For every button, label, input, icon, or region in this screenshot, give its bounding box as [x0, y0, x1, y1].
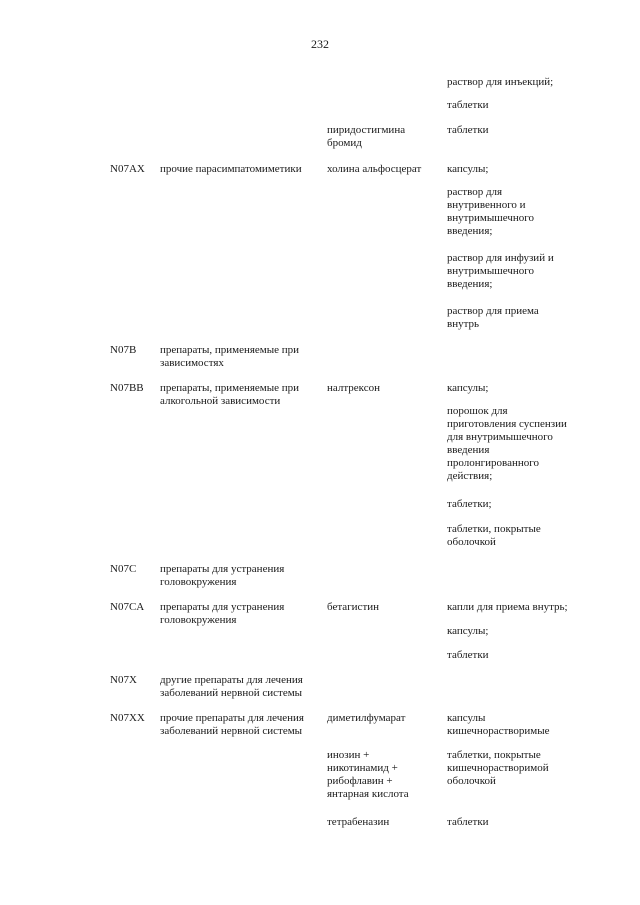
dosage-form-cell: капли для приема внутрь; [447, 601, 568, 613]
substance-name-cell: тетрабеназин [327, 816, 390, 828]
anatomical-group-cell: препараты, применяемые при алкогольной зависимости [160, 382, 300, 407]
dosage-form-cell: раствор для приема внутрь [447, 305, 539, 330]
atc-code-cell: N07XX [110, 712, 145, 724]
dosage-form-cell: капсулы; [447, 625, 489, 637]
anatomical-group-cell: другие препараты для лечения заболеваний нервной системы [160, 674, 303, 699]
dosage-form-cell: таблетки, покрытые оболочкой [447, 523, 541, 548]
anatomical-group-cell: препараты для устранения головокружения [160, 601, 285, 626]
atc-code-cell: N07C [110, 563, 137, 575]
dosage-form-cell: раствор для инъекций; [447, 76, 554, 88]
anatomical-group-cell: препараты для устранения головокружения [160, 563, 285, 588]
page-number: 232 [311, 37, 329, 51]
dosage-form-cell: таблетки [447, 816, 489, 828]
dosage-form-cell: раствор для инфузий и внутримышечного введения; [447, 252, 554, 290]
dosage-form-cell: капсулы; [447, 382, 489, 394]
substance-name-cell: диметилфумарат [327, 712, 406, 724]
dosage-form-cell: таблетки [447, 124, 489, 136]
dosage-form-cell: таблетки, покрытые кишечнорастворимой оболочкой [447, 749, 549, 787]
dosage-form-cell: капсулы; [447, 163, 489, 175]
atc-code-cell: N07BB [110, 382, 144, 394]
dosage-form-cell: таблетки; [447, 498, 492, 510]
atc-code-cell: N07AX [110, 163, 145, 175]
substance-name-cell: бетагистин [327, 601, 380, 613]
anatomical-group-cell: прочие препараты для лечения заболеваний нервной системы [160, 712, 304, 737]
anatomical-group-cell: прочие парасимпатомиметики [160, 163, 302, 175]
anatomical-group-cell: препараты, применяемые при зависимостях [160, 344, 300, 369]
substance-name-cell: пиридостигмина бромид [327, 124, 406, 149]
atc-code-cell: N07CA [110, 601, 145, 613]
substance-name-cell: налтрексон [327, 382, 381, 394]
atc-code-cell: N07B [110, 344, 137, 356]
substance-name-cell: инозин + никотинамид + рибофлавин + янтарная кислота [327, 749, 409, 800]
dosage-form-cell: таблетки [447, 99, 489, 111]
dosage-form-cell: капсулы кишечнорастворимые [447, 712, 550, 737]
dosage-form-cell: порошок для приготовления суспензии для внутримышечного введения пролонгированного действия; [447, 405, 567, 482]
dosage-form-cell: таблетки [447, 649, 489, 661]
substance-name-cell: холина альфосцерат [327, 163, 422, 175]
atc-code-cell: N07X [110, 674, 137, 686]
dosage-form-cell: раствор для внутривенного и внутримышечного введения; [447, 186, 534, 237]
